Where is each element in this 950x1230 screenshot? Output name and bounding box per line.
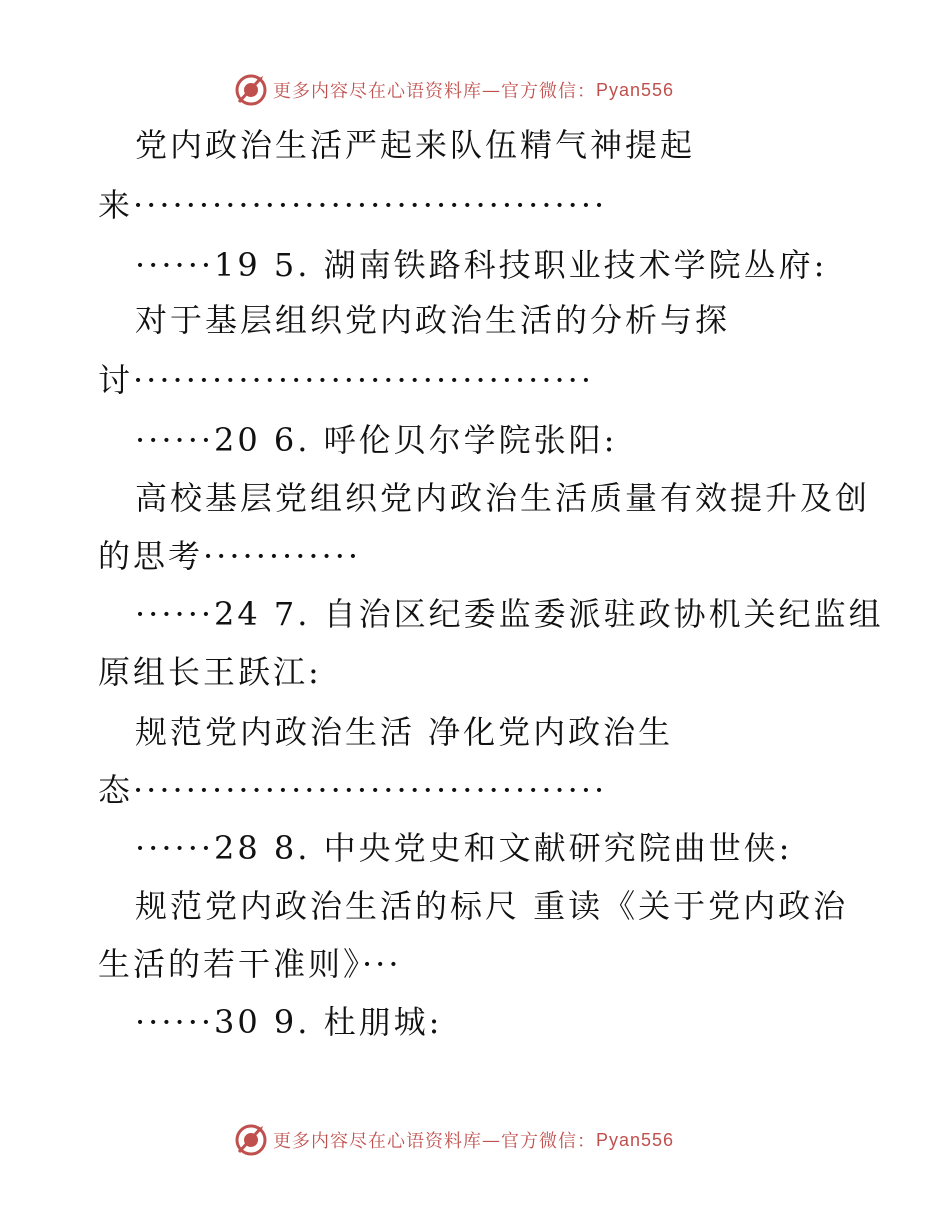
watermark-group (233, 1120, 674, 1160)
toc-line: 规范党内政治生活的标尺 重读《关于党内政治 (135, 887, 849, 925)
toc-line: ······20 6. 呼伦贝尔学院张阳: (135, 421, 618, 459)
header-watermark-banner (0, 70, 950, 110)
watermark-wechat-label: 官方微信： (501, 81, 596, 102)
pen-logo-icon (233, 72, 269, 108)
toc-line: 讨··································· (98, 361, 595, 399)
watermark-wechat-id: Pyan556 (596, 1129, 675, 1150)
pen-logo-icon (233, 1122, 269, 1158)
toc-line: 来···································· (98, 186, 608, 224)
toc-line: 原组长王跃江: (98, 653, 322, 691)
watermark-dash: — (482, 79, 501, 101)
toc-line: 对于基层组织党内政治生活的分析与探 (135, 301, 731, 339)
toc-line: 态···································· (98, 771, 608, 809)
toc-line: 高校基层党组织党内政治生活质量有效提升及创 (135, 479, 871, 517)
watermark-dash: — (482, 1129, 501, 1151)
footer-watermark-banner (0, 1120, 950, 1160)
toc-line: 生活的若干准则》··· (98, 945, 402, 983)
toc-line: 的思考············ (98, 537, 362, 575)
watermark-wechat-id: Pyan556 (596, 79, 675, 100)
toc-line: 党内政治生活严起来队伍精气神提起 (135, 126, 696, 164)
toc-line: ······30 9. 杜朋城: (135, 1003, 443, 1041)
toc-line: 规范党内政治生活 净化党内政治生 (135, 713, 674, 751)
toc-line: ······24 7. 自治区纪委监委派驻政协机关纪监组 (135, 595, 884, 633)
watermark-group (233, 70, 674, 110)
watermark-text: 更多内容尽在心语资料库 (273, 81, 482, 102)
toc-line: ······28 8. 中央党史和文献研究院曲世侠: (135, 829, 793, 867)
toc-line: ······19 5. 湖南铁路科技职业技术学院丛府: (135, 246, 828, 284)
watermark-wechat-label: 官方微信： (501, 1131, 596, 1152)
watermark-text: 更多内容尽在心语资料库 (273, 1131, 482, 1152)
